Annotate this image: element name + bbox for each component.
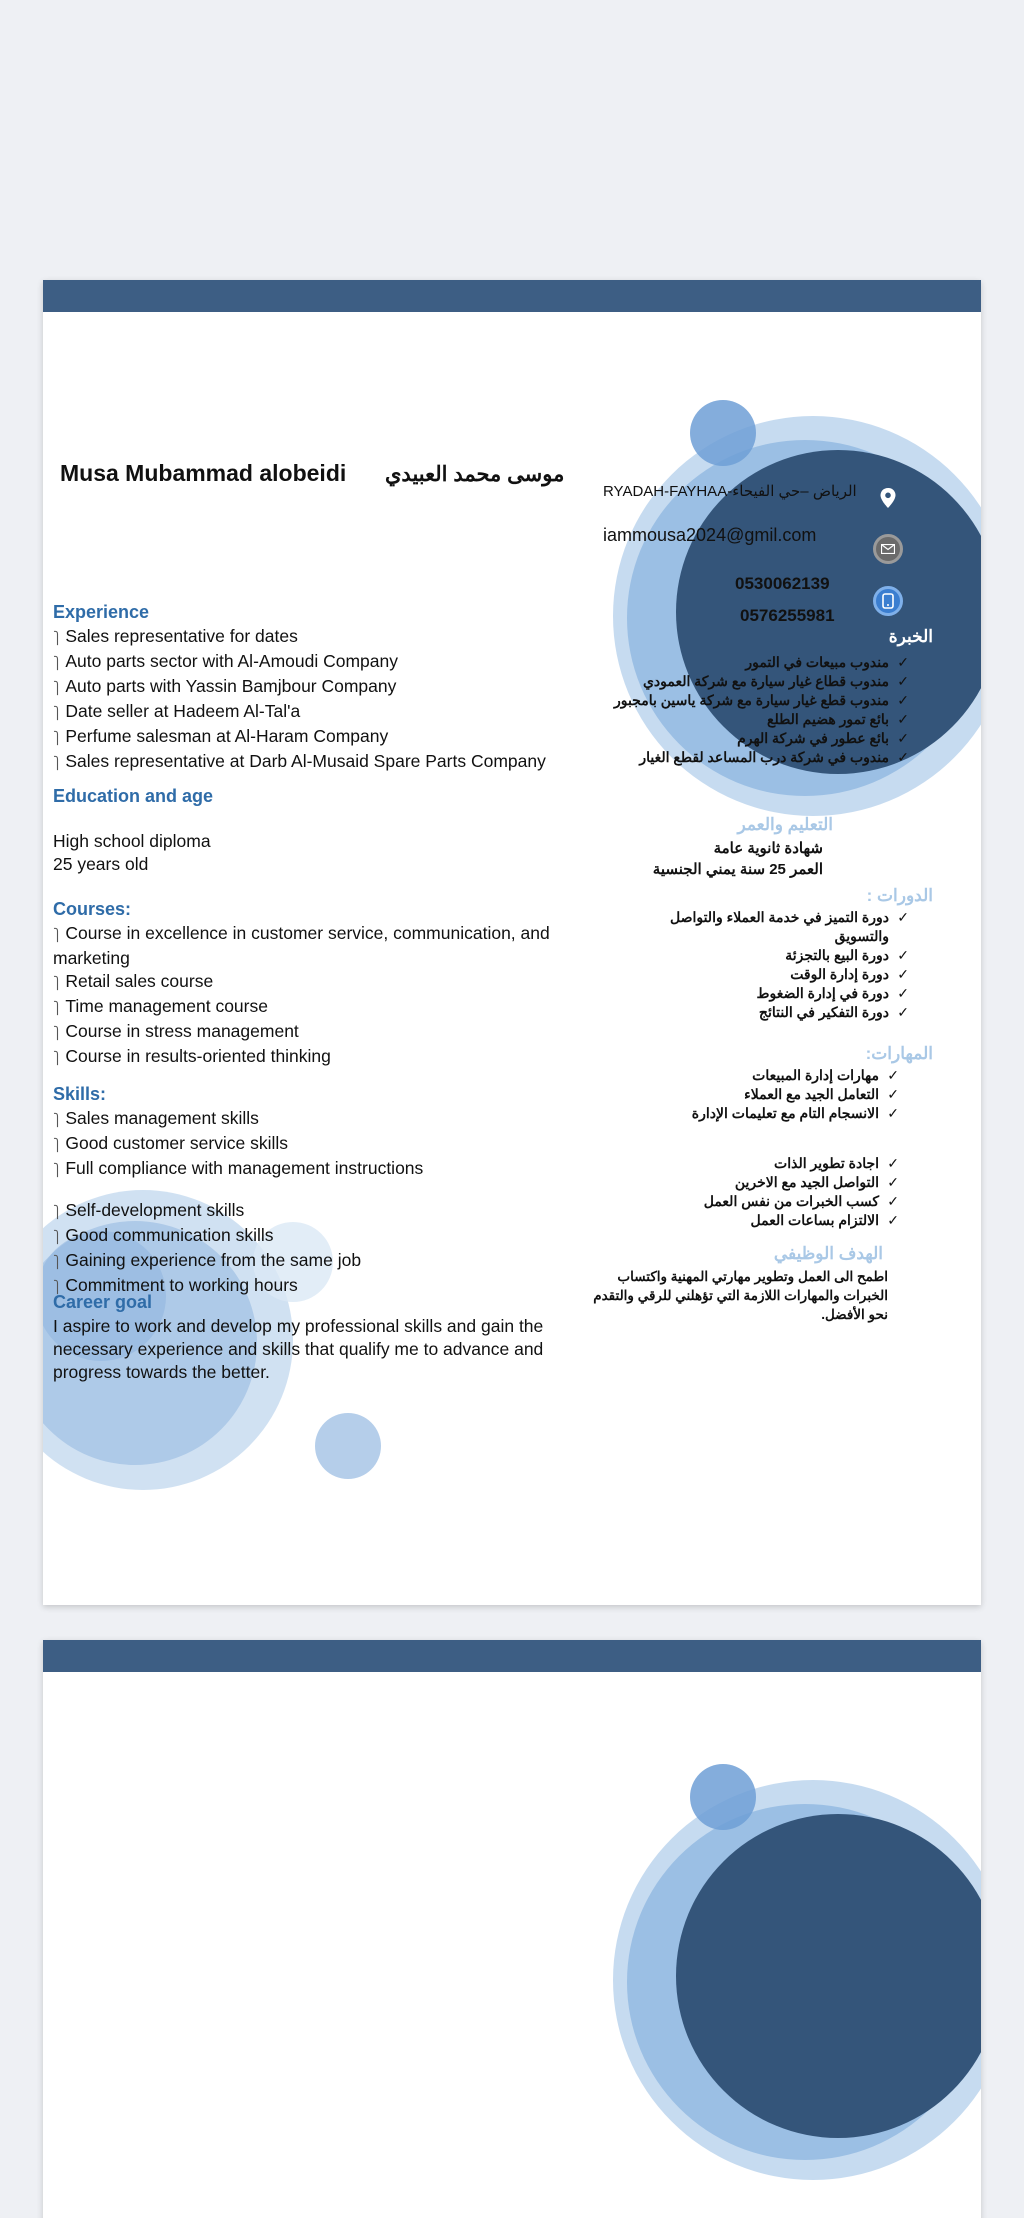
list-item: 25 years old [53,854,149,874]
list-item: ⎫ Retail sales course [53,970,598,995]
list-item: ✓ الانسجام التام مع تعليمات الإدارة [598,1104,903,1123]
list-item: ⎫ Self-development skills [53,1199,598,1224]
location-pin-icon [873,483,903,513]
list-item: ✓ دورة التفكير في النتائج [628,1003,913,1022]
courses-list-ar [628,908,913,1022]
list-item: ⎫ Auto parts sector with Al-Amoudi Company [53,650,598,675]
skills-list-en-2 [53,1199,598,1299]
courses-heading-ar: الدورات : [866,886,933,905]
list-item: ✓ التواصل الجيد مع الاخرين [598,1173,903,1192]
list-item: ✓ كسب الخبرات من نفس العمل [598,1192,903,1211]
list-item: ⎫ Sales management skills [53,1107,598,1132]
list-item: ✓ الالتزام بساعات العمل [598,1211,903,1230]
list-item: ⎫ Sales representative at Darb Al-Musaid Spare Parts Company [53,750,598,775]
phone-number-2: 0576255981 [740,606,835,625]
skills-list-en-1 [53,1107,598,1182]
phone-icon [873,586,903,616]
courses-heading-en: Courses: [53,899,132,919]
list-item: ⎫ Time management course [53,995,598,1020]
list-item: ⎫ Perfume salesman at Al-Haram Company [53,725,598,750]
skills-heading-ar: المهارات: [865,1044,933,1063]
list-item: ⎫ Commitment to working hours [53,1274,598,1299]
career-goal-text-en: I aspire to work and develop my professional skills and gain the necessary experience and skills that qualify me to advance and progress towards the better. [53,1316,544,1382]
mail-icon [873,534,903,564]
career-goal-heading-ar: الهدف الوظيفي [773,1244,883,1263]
experience-list-en [53,625,598,775]
career-goal-text-ar: اطمح الى العمل وتطوير مهارتي المهنية واكتساب الخبرات والمهارات اللازمة التي تؤهلني للرقي والتقدم نحو الأفضل. [593,1269,888,1322]
list-item: ⎫ Date seller at Hadeem Al-Tal'a [53,700,598,725]
courses-list-en [53,922,598,1070]
experience-heading-ar: الخبرة [888,627,933,646]
resume-page-1 [43,280,981,1605]
education-heading-en: Education and age [53,786,214,806]
list-item: ✓ دورة البيع بالتجزئة [628,946,913,965]
list-item: ✓ مهارات إدارة المبيعات [598,1066,903,1085]
list-item: High school diploma [53,831,211,851]
email-text: iammousa2024@gmil.com [603,525,817,545]
decorative-circles [43,1640,981,2218]
education-heading-ar: التعليم والعمر [737,815,833,834]
list-item: ✓ دورة إدارة الوقت [628,965,913,984]
name-arabic: موسى محمد العبيدي [385,463,565,486]
list-item: ⎫ Course in excellence in customer service, communication, and marketing [53,922,598,970]
list-item: ✓ التعامل الجيد مع العملاء [598,1085,903,1104]
skills-list-ar-2 [598,1154,903,1230]
skills-heading-en: Skills: [53,1084,107,1104]
list-item: ✓ اجادة تطوير الذات [598,1154,903,1173]
list-item: ✓ مندوب مبيعات في التمور [608,653,913,672]
list-item: شهادة ثانوية عامة [713,840,823,857]
list-item: ✓ مندوب قطاع غيار سيارة مع شركة العمودي [608,672,913,691]
experience-heading-en: Experience [53,602,150,622]
list-item: ✓ مندوب قطع غيار سيارة مع شركة ياسين بامجبور [608,691,913,710]
list-item: ⎫ Good customer service skills [53,1132,598,1157]
career-goal-heading-en: Career goal [53,1292,153,1312]
phone-number-1: 0530062139 [735,574,830,593]
resume-page-2 [43,1640,981,2218]
list-item: ⎫ Sales representative for dates [53,625,598,650]
list-item: ✓ بائع تمور هضيم الطلع [608,710,913,729]
list-item: ⎫ Good communication skills [53,1224,598,1249]
education-list-ar [623,838,823,880]
list-item: ⎫ Gaining experience from the same job [53,1249,598,1274]
list-item: ✓ دورة في إدارة الضغوط [628,984,913,1003]
skills-list-ar-1 [598,1066,903,1123]
list-item: ⎫ Auto parts with Yassin Bamjbour Company [53,675,598,700]
list-item: ⎫ Full compliance with management instructions [53,1157,598,1182]
experience-list-ar [608,653,913,767]
education-list-en [53,830,211,876]
list-item: ✓ مندوب في شركة درب المساعد لقطع الغيار [608,748,913,767]
name-english: Musa Mubammad alobeidi [60,460,347,486]
list-item: العمر 25 سنة يمني الجنسية [652,861,823,878]
list-item: ✓ دورة التميز في خدمة العملاء والتواصل والتسويق [628,908,913,946]
list-item: ⎫ Course in results-oriented thinking [53,1045,598,1070]
address-text: RYADAH-FAYHAA-الرياض –حي الفيحاء [603,483,857,500]
list-item: ✓ بائع عطور في شركة الهرم [608,729,913,748]
list-item: ⎫ Course in stress management [53,1020,598,1045]
